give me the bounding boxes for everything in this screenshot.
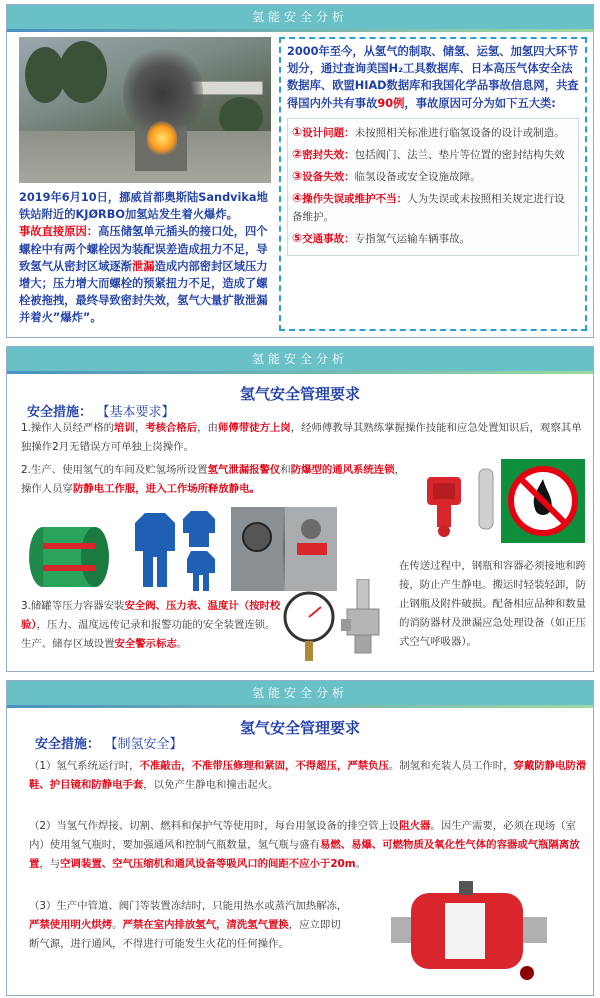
cause-text: 包括阀门、法兰、垫片等位置的密封结构失效 (354, 148, 565, 161)
valve-photos (231, 507, 337, 591)
production-rule-3: （3）生产中管道、阀门等装置冻结时，只能用热水或蒸汽加热解冻，严禁使用明火烘烤。严禁在室内排放氢气，清洗氢气置换，应立即切断气源，进行通风，不得进行可能发生火花的任何操作。 (29, 900, 348, 950)
cause-text-2: 造成内部密封区域压力增大； (19, 259, 268, 291)
slide-accident-analysis (6, 4, 594, 338)
explosion-photo (19, 37, 271, 183)
slide-header: 氢能安全分析 (7, 5, 593, 29)
cause-number: ② (292, 146, 303, 161)
fan-icon (21, 509, 119, 593)
work-suit-icon (125, 507, 225, 593)
slide-title: 氢气安全管理要求 (239, 719, 360, 737)
requirement-1: 1.操作人员经严格的培训，考核合格后，由师傅带徒方上岗，经师傅教导其熟练掌握操作技能和应急处置知识后，观察其单独操作2月无错误方可单独上岗操作。 (21, 422, 582, 453)
subtitle-bracket: 【基本要求】 (96, 405, 175, 420)
cause-item (292, 189, 574, 226)
cause-item (292, 123, 574, 142)
requirement-3: 3.储罐等压力容器安装安全阀、压力表、温度计（按时校验），压力、温度远传记录和报警功能的安全装置连锁。生产、储存区域设置安全警示标志。 (21, 600, 281, 650)
production-rule-1: （1）氢气系统运行时，不准敲击，不准带压修理和紧固，不得超压，严禁负压。制氢和充装人员工作时，穿戴防静电防滑鞋、护目镜和防静电手套，以免产生静电和撞击起火。 (29, 760, 587, 791)
section-subtitle (27, 401, 175, 420)
subtitle-label: 安全措施： (35, 737, 101, 752)
section-subtitle (35, 733, 183, 752)
subtitle-bracket: 【制氢安全】 (104, 737, 183, 752)
cause-label: 事故直接原因： (19, 225, 99, 239)
cause-key: 设备失效： (302, 170, 355, 183)
cause-item (292, 145, 574, 164)
slide-basic-requirements (6, 346, 594, 672)
subtitle-label: 安全措施： (27, 405, 93, 420)
statistics-intro (287, 43, 579, 112)
flame-arrester-icon (385, 877, 555, 981)
cause-number: ⑤ (292, 230, 303, 245)
slide-header: 氢能安全分析 (7, 347, 593, 371)
cause-leak: 泄漏 (131, 259, 155, 273)
valve-icon (231, 507, 337, 591)
antistatic-suit-photo (125, 507, 225, 593)
accident-statistics-box (279, 37, 587, 331)
slide-hydrogen-production-safety (6, 680, 594, 996)
no-fire-icon (501, 459, 585, 543)
cause-item (292, 229, 574, 248)
pressure-gauge-icon (281, 591, 337, 663)
production-rule-2: （2）当氢气作焊接、切割、燃料和保护气等使用时，每台用氢设备的排空管上设阻火器。因生产需要，必须在现场（室内）使用氢气瓶时，要加强通风和控制气瓶数量，氢气瓶与盛有易燃、易爆、可燃物质及氧化性气体的容器或气瓶隔离放置，与空调装置、空气压缩机和通风设备等吸风口的间距不应小于20m。 (29, 820, 580, 870)
accident-description (19, 189, 275, 327)
event-text: 2019年6月10日，挪威首都奥斯陆Sandvika地铁站附近的KJØRBO加氢站发生着火爆炸。 (19, 191, 268, 222)
intro-count: 90例 (377, 96, 405, 110)
gas-detector-icon (417, 463, 499, 539)
cause-key: 设计问题： (302, 126, 355, 139)
cause-text: 高压储氢单元插头的接口处，四个螺栓中有两个螺栓因为装配误差造成扭力不足，导致氢气从密封区域逐渐 (19, 225, 268, 273)
cause-number: ① (292, 124, 303, 139)
cause-item (292, 167, 574, 186)
transport-requirement: 在传送过程中，钢瓶和容器必须接地和跨接，防止产生静电。搬运时轻装轻卸，防止钢瓶及附件破损。配备相应品种和数量的消防器材及泄漏应急处理设备（如正压式空气呼吸器）。 (399, 560, 587, 648)
slide-title: 氢气安全管理要求 (239, 385, 360, 403)
fire (147, 121, 177, 155)
cause-text: 未按照相关标准进行临氢设备的设计或制造。 (354, 126, 565, 139)
cause-number: ③ (292, 168, 303, 183)
requirement-2: 2.生产、使用氢气的车间及贮氢场所设置氢气泄漏报警仪和防爆型的通风系统连锁，操作人员穿防静电工作服，进入工作场所释放静电。 (21, 464, 405, 495)
explosion-proof-fan-photo (21, 509, 119, 593)
cause-text: 人为失误或未按照相关规定进行设备维护。 (292, 192, 565, 223)
cause-text-3: 压力增大而螺栓的预紧扭力不足，造成了螺栓被拖拽，最终导致密封失效，氢气大量扩散泄漏并着火”爆炸”。 (19, 277, 268, 325)
intro-text: 2000年至今，从氢气的制取、储氢、运氢、加氢四大环节划分，通过查询美国H₂工具数据库、日本高压气体安全法数据库、欧盟HIAD数据库和我国化学品事故信息网，共查得国内外共有事故 (287, 45, 579, 110)
no-open-flame-sign (501, 459, 585, 543)
intro-tail: ，事故原因可分为如下五大类: (404, 96, 556, 110)
cause-text: 专指氢气运输车辆事故。 (354, 232, 471, 245)
slide-header: 氢能安全分析 (7, 681, 593, 705)
cause-key: 交通事故： (302, 232, 355, 245)
cause-key: 密封失效： (302, 148, 355, 161)
cause-text: 临氢设备或安全设施故障。 (354, 170, 481, 183)
tree (59, 41, 107, 103)
cause-number: ④ (292, 190, 303, 205)
cause-key: 操作失误或维护不当： (302, 192, 408, 205)
safety-valve-icon (341, 579, 385, 655)
cause-list (287, 118, 579, 256)
